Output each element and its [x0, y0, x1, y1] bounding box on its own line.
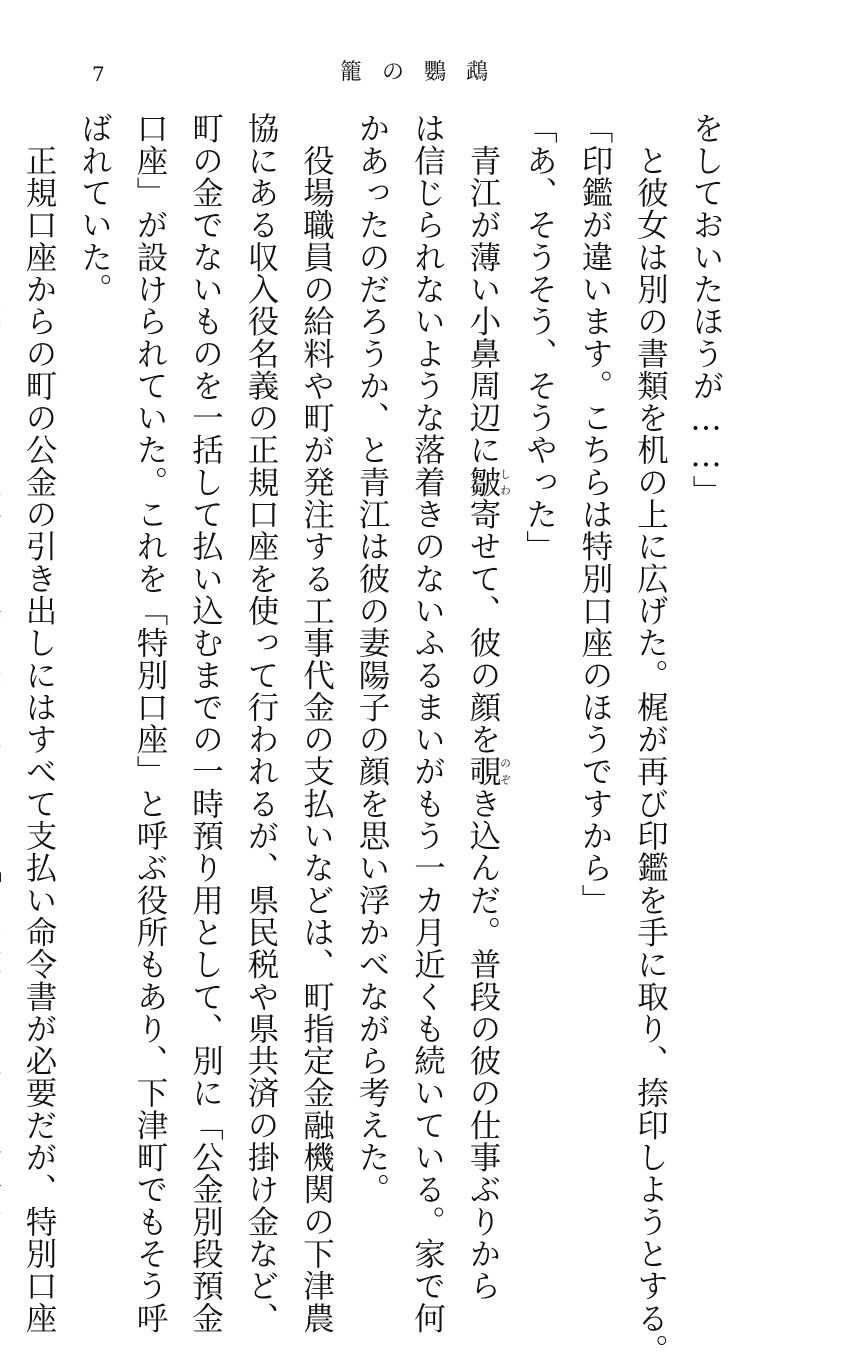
- text-line: 口座」が設けられていた。これを「特別口座」と呼ぶ役所もあり、下津町でもそう呼: [132, 112, 168, 1334]
- ruby-base: 覗: [465, 755, 501, 788]
- text-line: 町の金でないものを一括して払い込むまでの一時預り用として、別に「公金別段預金: [187, 112, 224, 1334]
- text-line: をしておいたほうが……」: [688, 112, 724, 507]
- ruby-reading: しわ: [498, 465, 512, 498]
- text-line: 役場職員の給料や町が発注する工事代金の支払いなどは、町指定金融機関の下津農: [298, 112, 335, 1334]
- vertical-body-text: [21, 112, 733, 1366]
- ruby-base: 皺: [465, 465, 501, 498]
- text-line: 「あ、そうそう、そうやった」: [521, 112, 558, 563]
- text-segment: 青江が薄い小鼻周辺に: [465, 112, 501, 466]
- text-line: 「印鑑が違います。こちらは特別口座のほうですから」: [577, 112, 613, 916]
- running-head-title: 籠の鸚鵡: [340, 60, 509, 85]
- text-line: 正規口座からの町の公金の引き出しにはすべて支払い命令書が必要だが、特別口座: [21, 112, 57, 1334]
- page-number: 7: [92, 62, 105, 86]
- text-segment: 寄せて、彼の顔を: [465, 497, 501, 756]
- text-line: かあったのだろうか、と青江は彼の妻陽子の顔を思い浮かべながら考えた。: [354, 112, 390, 1206]
- text-line: [0, 112, 11, 1122]
- ruby-reading: のぞ: [498, 755, 512, 788]
- text-line-with-ruby: [455, 112, 512, 1302]
- text-line: は信じられないような落着きのないふるまいがもう一カ月近くも続いている。家で何: [409, 112, 446, 1334]
- ruby-word: [465, 465, 512, 498]
- text-segment: き込んだ。普段の彼の仕事ぶりから: [465, 787, 501, 1302]
- text-line: と彼女は別の書類を机の上に広げた。梶が再び印鑑を手に取り、捺印しようとする。: [632, 112, 669, 1366]
- text-line: ばれていた。: [76, 112, 113, 305]
- text-line: 協にある収入役名義の正規口座を使って行われるが、県民税や県共済の掛け金など、: [243, 112, 279, 1334]
- ruby-word: [465, 755, 512, 788]
